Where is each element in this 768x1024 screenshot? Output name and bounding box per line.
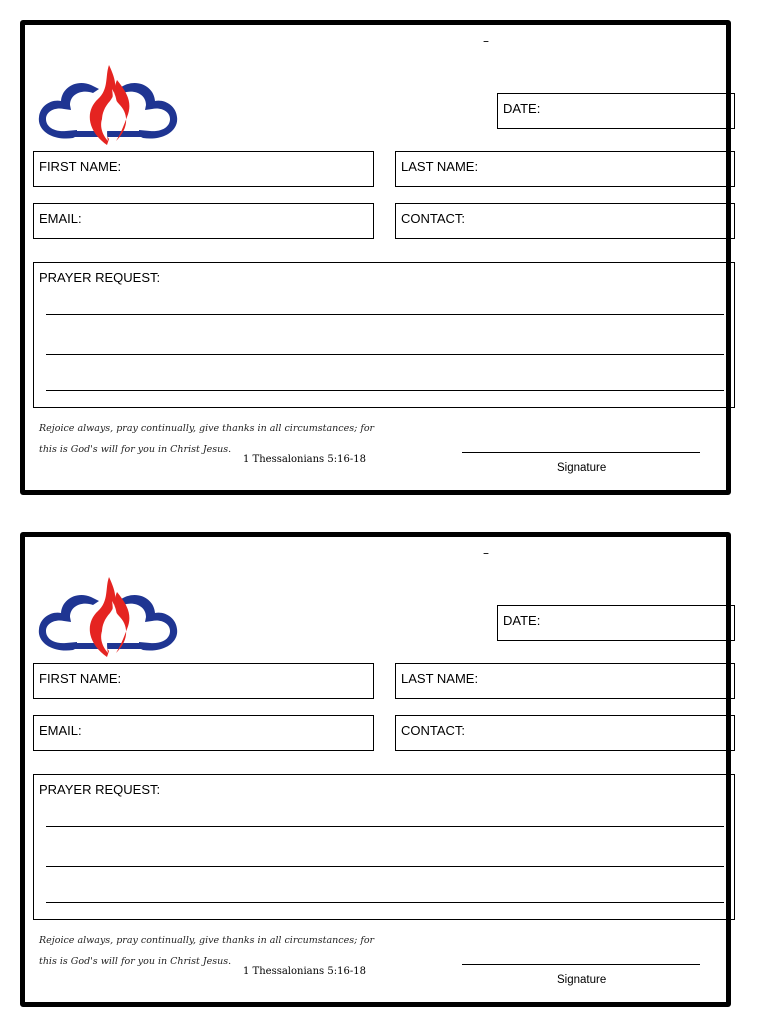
contact-label: CONTACT: [401,211,466,226]
first-name-label: FIRST NAME: [39,671,122,686]
verse-citation: 1 Thessalonians 5:16-18 [243,454,366,465]
signature-line[interactable] [462,964,700,965]
church-flame-logo-icon [35,573,181,659]
first-name-label: FIRST NAME: [39,159,122,174]
signature-label: Signature [557,462,607,474]
top-dash: – [483,34,489,48]
first-name-field[interactable] [33,663,374,699]
email-field[interactable] [33,715,374,751]
contact-label: CONTACT: [401,723,466,738]
last-name-field[interactable] [395,151,735,187]
email-label: EMAIL: [39,211,82,226]
prayer-card-2 [20,532,731,1007]
prayer-card-1 [20,20,731,495]
date-label: DATE: [503,101,541,116]
first-name-field[interactable] [33,151,374,187]
email-field[interactable] [33,203,374,239]
verse-citation: 1 Thessalonians 5:16-18 [243,966,366,977]
date-label: DATE: [503,613,541,628]
prayer-request-field[interactable] [33,774,735,920]
bible-verse: Rejoice always, pray continually, give thanks in all circumstances; for this is God's will for you in Christ Jesus. [39,423,375,455]
signature-line[interactable] [462,452,700,453]
church-flame-logo-icon [35,61,181,147]
last-name-label: LAST NAME: [401,671,479,686]
writing-line [46,902,724,903]
signature-label: Signature [557,974,607,986]
prayer-request-label: PRAYER REQUEST: [39,270,161,285]
email-label: EMAIL: [39,723,82,738]
date-field[interactable] [497,93,735,129]
writing-line [46,826,724,827]
prayer-request-field[interactable] [33,262,735,408]
writing-line [46,314,724,315]
writing-line [46,354,724,355]
contact-field[interactable] [395,715,735,751]
prayer-request-label: PRAYER REQUEST: [39,782,161,797]
top-dash: – [483,546,489,560]
contact-field[interactable] [395,203,735,239]
last-name-label: LAST NAME: [401,159,479,174]
writing-line [46,866,724,867]
bible-verse: Rejoice always, pray continually, give thanks in all circumstances; for this is God's will for you in Christ Jesus. [39,935,375,967]
date-field[interactable] [497,605,735,641]
last-name-field[interactable] [395,663,735,699]
writing-line [46,390,724,391]
